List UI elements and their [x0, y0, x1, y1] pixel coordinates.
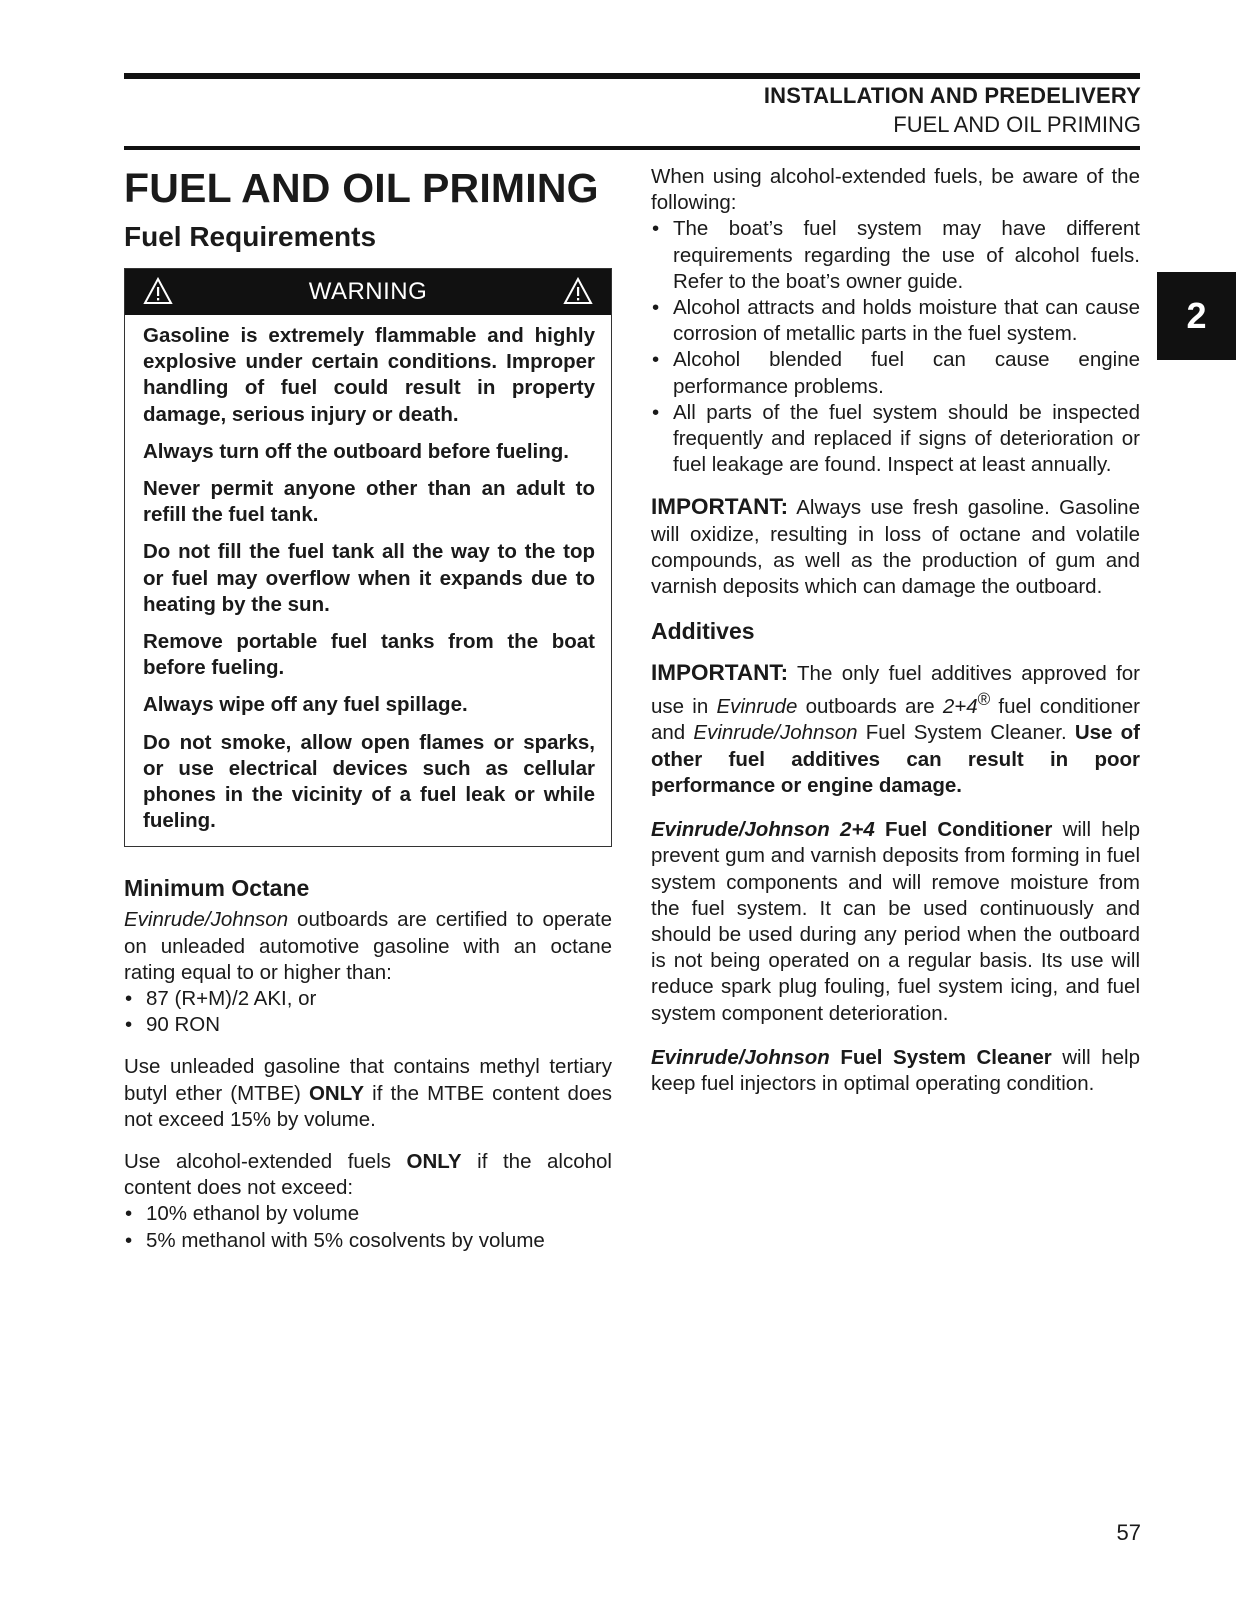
product-name: Fuel Conditioner	[874, 818, 1053, 842]
additives-text: outboards are	[797, 695, 943, 719]
warning-triangle-icon	[563, 277, 593, 305]
list-item: • 87 (R+M)/2 AKI, or	[124, 986, 612, 1012]
section-title-additives: Additives	[651, 618, 755, 645]
page-title: FUEL AND OIL PRIMING	[124, 165, 599, 211]
list-item: • 5% methanol with 5% cosolvents by volume	[124, 1228, 612, 1254]
brand-name: Evinrude/Johnson	[124, 908, 289, 932]
octane-intro-text: outboards are certified to operate on unleaded automotive gasoline with an octane rating equal to or higher than:	[124, 908, 612, 984]
mtbe-text: Use unleaded gasoline that contains methyl tertiary butyl ether (MTBE)	[124, 1055, 612, 1105]
octane-list	[124, 986, 612, 1038]
left-column	[124, 160, 612, 1254]
brand-name: Evinrude/Johnson	[693, 721, 858, 745]
warning-triangle-icon	[143, 277, 173, 305]
brand-name: 2+4	[942, 695, 978, 719]
list-item: • The boat’s fuel system may have different requirements regarding the use of alcohol fuels. Refer to the boat’s owner guide.	[651, 216, 1140, 295]
warning-paragraph: Gasoline is extremely flammable and highly explosive under certain conditions. Improper handling of fuel could result in property damage, serious injury or death.	[143, 324, 595, 426]
mtbe-paragraph	[124, 1054, 612, 1133]
brand-name: Evinrude/Johnson 2+4	[651, 818, 875, 842]
brand-name: Evinrude	[716, 695, 798, 719]
warning-paragraph: Never permit anyone other than an adult to refill the fuel tank.	[143, 477, 595, 527]
running-header-subsection: FUEL AND OIL PRIMING	[893, 112, 1141, 137]
warning-body	[125, 315, 611, 846]
warning-paragraph: Always wipe off any fuel spillage.	[143, 693, 468, 717]
mtbe-text: if the MTBE content does not exceed 15% by volume.	[124, 1081, 612, 1131]
alcohol-text: if the alcohol content does not exceed:	[124, 1150, 612, 1200]
emphasis: Use of other fuel additives can result in poor performance or engine damage.	[651, 721, 1140, 797]
header-rule-bottom	[124, 146, 1140, 150]
cleaner-paragraph	[651, 1045, 1140, 1097]
important-label: IMPORTANT:	[651, 494, 789, 520]
octane-intro	[124, 907, 612, 986]
product-name: Fuel System Cleaner	[829, 1045, 1052, 1069]
warning-label: WARNING	[308, 278, 428, 305]
warning-paragraph: Do not fill the fuel tank all the way to the top or fuel may overflow when it expands due to heating by the sun.	[143, 540, 595, 616]
list-item: • 90 RON	[124, 1012, 612, 1038]
warning-paragraph: Do not smoke, allow open flames or sparks, or use electrical devices such as cellular phones in the vicinity of a fuel leak or while fueling.	[143, 730, 595, 833]
conditioner-text: will help prevent gum and varnish deposits from forming in fuel system components and will remove moisture from the fuel system. It can be used continuously and should be used during any period when the outboard is not being operated on a regular basis. Its use will reduce spark plug fouling, fuel system icing, and fuel system component deterioration.	[651, 818, 1141, 1025]
page-number: 57	[1116, 1520, 1141, 1545]
additives-text: Fuel System Cleaner.	[857, 721, 1075, 745]
section-title-minimum-octane: Minimum Octane	[124, 875, 310, 902]
list-item: • 10% ethanol by volume	[124, 1201, 612, 1227]
alcohol-paragraph	[124, 1149, 612, 1201]
cleaner-text: will help keep fuel injectors in optimal operating condition.	[651, 1045, 1140, 1095]
additives-text: fuel conditioner and	[651, 695, 1140, 745]
registered-mark: ®	[977, 690, 991, 710]
warning-box	[124, 268, 612, 847]
header-rule-top	[124, 73, 1140, 79]
list-item: • Alcohol attracts and holds moisture that can cause corrosion of metallic parts in the fuel system.	[651, 295, 1140, 347]
alcohol-list	[124, 1201, 612, 1253]
chapter-tab: 2	[1157, 272, 1236, 360]
emphasis: ONLY	[308, 1081, 365, 1105]
warning-paragraph: Remove portable fuel tanks from the boat before fueling.	[143, 630, 595, 680]
additives-text: The only fuel additives approved for use in	[651, 662, 1140, 719]
list-item: • All parts of the fuel system should be inspected frequently and replaced if signs of deterioration or fuel leakage are found. Inspect at least annually.	[651, 400, 1140, 479]
brand-name: Evinrude/Johnson	[651, 1045, 830, 1069]
warning-header	[125, 269, 611, 315]
alcohol-text: Use alcohol-extended fuels	[124, 1150, 407, 1174]
running-header-section: INSTALLATION AND PREDELIVERY	[763, 83, 1141, 108]
conditioner-paragraph	[651, 817, 1140, 1027]
emphasis: ONLY	[406, 1150, 462, 1174]
alcohol-awareness-intro: When using alcohol-extended fuels, be aware of the following:	[651, 165, 1140, 215]
important-label: IMPORTANT:	[651, 660, 789, 686]
important-fresh-gasoline	[651, 494, 1140, 600]
list-item: • Alcohol blended fuel can cause engine performance problems.	[651, 347, 1140, 399]
alcohol-awareness-list	[651, 216, 1140, 478]
right-column	[651, 164, 1140, 1097]
additives-paragraph	[651, 660, 1140, 799]
warning-paragraph: Always turn off the outboard before fueling.	[143, 439, 569, 463]
important-text: Always use fresh gasoline. Gasoline will oxidize, resulting in loss of octane and volatile compounds, as well as the production of gum and varnish deposits which can damage the outboard.	[651, 496, 1140, 599]
section-title-fuel-requirements: Fuel Requirements	[124, 221, 377, 252]
